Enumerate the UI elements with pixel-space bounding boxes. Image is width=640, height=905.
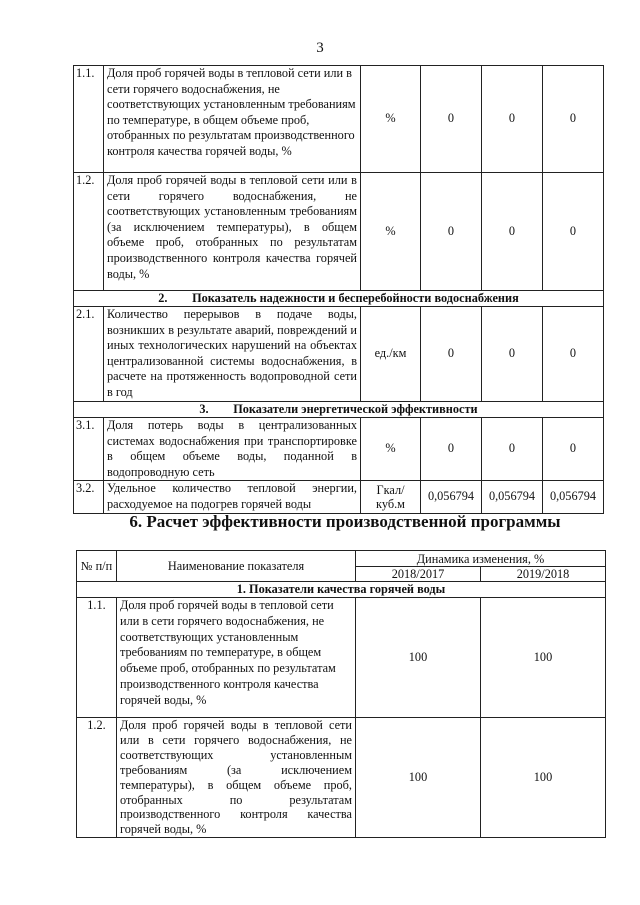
column-header-period: 2019/2018 [481, 567, 606, 582]
table-row [74, 173, 604, 291]
indicator-description: Удельное количество тепловой энергии, расходуемое на подогрев горячей воды [104, 481, 361, 513]
column-header-period: 2018/2017 [356, 567, 481, 582]
unit-cell: Гкал/ куб.м [361, 481, 421, 513]
value-cell: 100 [356, 598, 481, 718]
section-row [77, 582, 606, 598]
indicator-description: Доля потерь воды в централизованных системах водоснабжения при транспортировке в общем объеме воды, поданной в водопроводную сеть [104, 418, 361, 481]
table-row [77, 718, 606, 838]
value-cell: 100 [481, 718, 606, 838]
table-row [74, 307, 604, 402]
row-number: 1.1. [74, 66, 104, 173]
indicator-description: Доля проб горячей воды в тепловой сети или в сети горячего водоснабжения, не соответствующих установленным требованиям по температуре, в общем объеме проб, отобранных по результатам производственного контроля качества горячей воды, % [104, 66, 361, 173]
section-heading: 1. Показатели качества горячей воды [77, 582, 606, 598]
table-row [77, 598, 606, 718]
value-cell: 0,056794 [482, 481, 543, 513]
value-cell: 0 [482, 307, 543, 402]
row-number: 1.2. [77, 718, 117, 838]
indicator-description: Доля проб горячей воды в тепловой сети или в сети горячего водоснабжения, не соответствующих установленным требованиям (за исключением температуры), в общем объеме проб, отобранных по результатам производственного контроля качества горячей воды, % [104, 173, 361, 291]
section-title: 6. Расчет эффективности производственной программы [129, 512, 561, 531]
indicator-description: Доля проб горячей воды в тепловой сети или в сети горячего водоснабжения, не соответствующих установленным требованиям по температуре, в общем объеме проб, отобранных по результатам производственного контроля качества горячей воды, % [117, 598, 356, 718]
column-header-dynamics: Динамика изменения, % [356, 551, 606, 567]
value-cell: 0 [482, 173, 543, 291]
unit-cell: % [361, 66, 421, 173]
value-cell: 0,056794 [421, 481, 482, 513]
value-cell: 0 [482, 66, 543, 173]
value-cell: 0 [421, 418, 482, 481]
value-cell: 0 [543, 173, 604, 291]
page-number: 3 [316, 40, 324, 56]
value-cell: 0 [421, 307, 482, 402]
row-number: 1.2. [74, 173, 104, 291]
indicator-description: Количество перерывов в подаче воды, возникших в результате аварий, повреждений и иных технологических нарушений на объектах централизованной системы водоснабжения, в расчете на протяженность водопроводной сети в год [104, 307, 361, 402]
value-cell: 100 [481, 598, 606, 718]
section-heading: 2. Показатель надежности и бесперебойности водоснабжения [74, 291, 604, 307]
header-row [77, 551, 606, 567]
column-header-name: Наименование показателя [117, 551, 356, 582]
table-row [74, 66, 604, 173]
row-number: 3.2. [74, 481, 104, 513]
indicators-table [73, 65, 604, 514]
unit-cell: % [361, 418, 421, 481]
value-cell: 0 [482, 418, 543, 481]
section-row [74, 402, 604, 418]
indicator-description: Доля проб горячей воды в тепловой сети или в сети горячего водоснабжения, не соответствующих установленным требованиям (за исключением температуры), в общем объеме проб, отобранных по результатам производственного контроля качества горячей воды, % [117, 718, 356, 838]
row-number: 2.1. [74, 307, 104, 402]
section-row [74, 291, 604, 307]
value-cell: 0 [543, 418, 604, 481]
value-cell: 0 [421, 173, 482, 291]
section-heading: 3. Показатели энергетической эффективности [74, 402, 604, 418]
unit-cell: ед./км [361, 307, 421, 402]
efficiency-table [76, 550, 606, 838]
value-cell: 0,056794 [543, 481, 604, 513]
value-cell: 0 [543, 66, 604, 173]
table-row [74, 418, 604, 481]
column-header-number: № п/п [77, 551, 117, 582]
value-cell: 0 [543, 307, 604, 402]
row-number: 3.1. [74, 418, 104, 481]
table-row [74, 481, 604, 513]
value-cell: 0 [421, 66, 482, 173]
unit-cell: % [361, 173, 421, 291]
value-cell: 100 [356, 718, 481, 838]
row-number: 1.1. [77, 598, 117, 718]
